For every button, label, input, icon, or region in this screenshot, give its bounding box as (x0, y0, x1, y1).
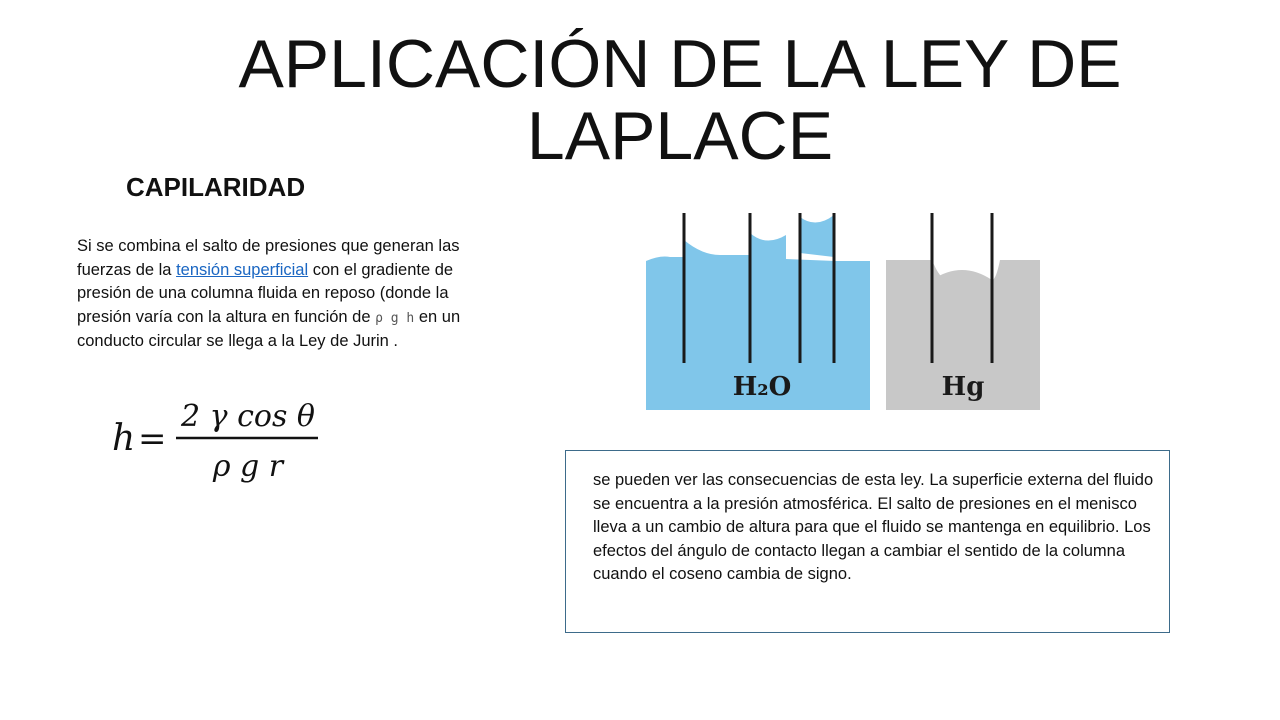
intro-paragraph (77, 235, 497, 354)
jurin-law-formula (108, 392, 328, 492)
explanation-text: se pueden ver las consecuencias de esta ley. La superficie externa del fluido se encuentra a la presión atmosférica. El salto de presiones en el menisco lleva a un cambio de altura para que el fluido se mantenga en equilibrio. Los efectos del ángulo de contacto llegan a cambiar el sentido de la columna cuando el coseno cambia de signo. (593, 471, 1154, 583)
section-heading: CAPILARIDAD (126, 172, 306, 202)
formula-numerator: 2 γ cos θ (181, 399, 315, 434)
density-gravity-height-term: ρ g h (375, 310, 415, 326)
surface-tension-link[interactable]: tensión superficial (176, 260, 309, 279)
paragraph-text-3: en un conducto circular se llega a la Ley de Jurin . (77, 307, 461, 350)
formula-equals: = (138, 419, 167, 459)
paragraph-text-1: Si se combina el salto de presiones que generan las fuerzas de la (77, 237, 460, 279)
mercury-label: Hg (941, 372, 985, 402)
water-meniscus-left (750, 233, 786, 255)
capillary-tubes-figure (640, 205, 1050, 415)
explanation-box (565, 450, 1170, 633)
mercury-meniscus (932, 270, 992, 280)
slide-title: APLICACIÓN DE LA LEY DE LAPLACE (238, 26, 1122, 174)
water-meniscus-right (800, 215, 834, 257)
formula-denominator: ρ g r (212, 449, 284, 484)
formula-lhs: h (112, 418, 136, 459)
water-label: H₂O (732, 372, 792, 402)
paragraph-text-2: con el gradiente de presión de una columna fluida en reposo (donde la presión varía con la altura en función de (77, 260, 454, 326)
